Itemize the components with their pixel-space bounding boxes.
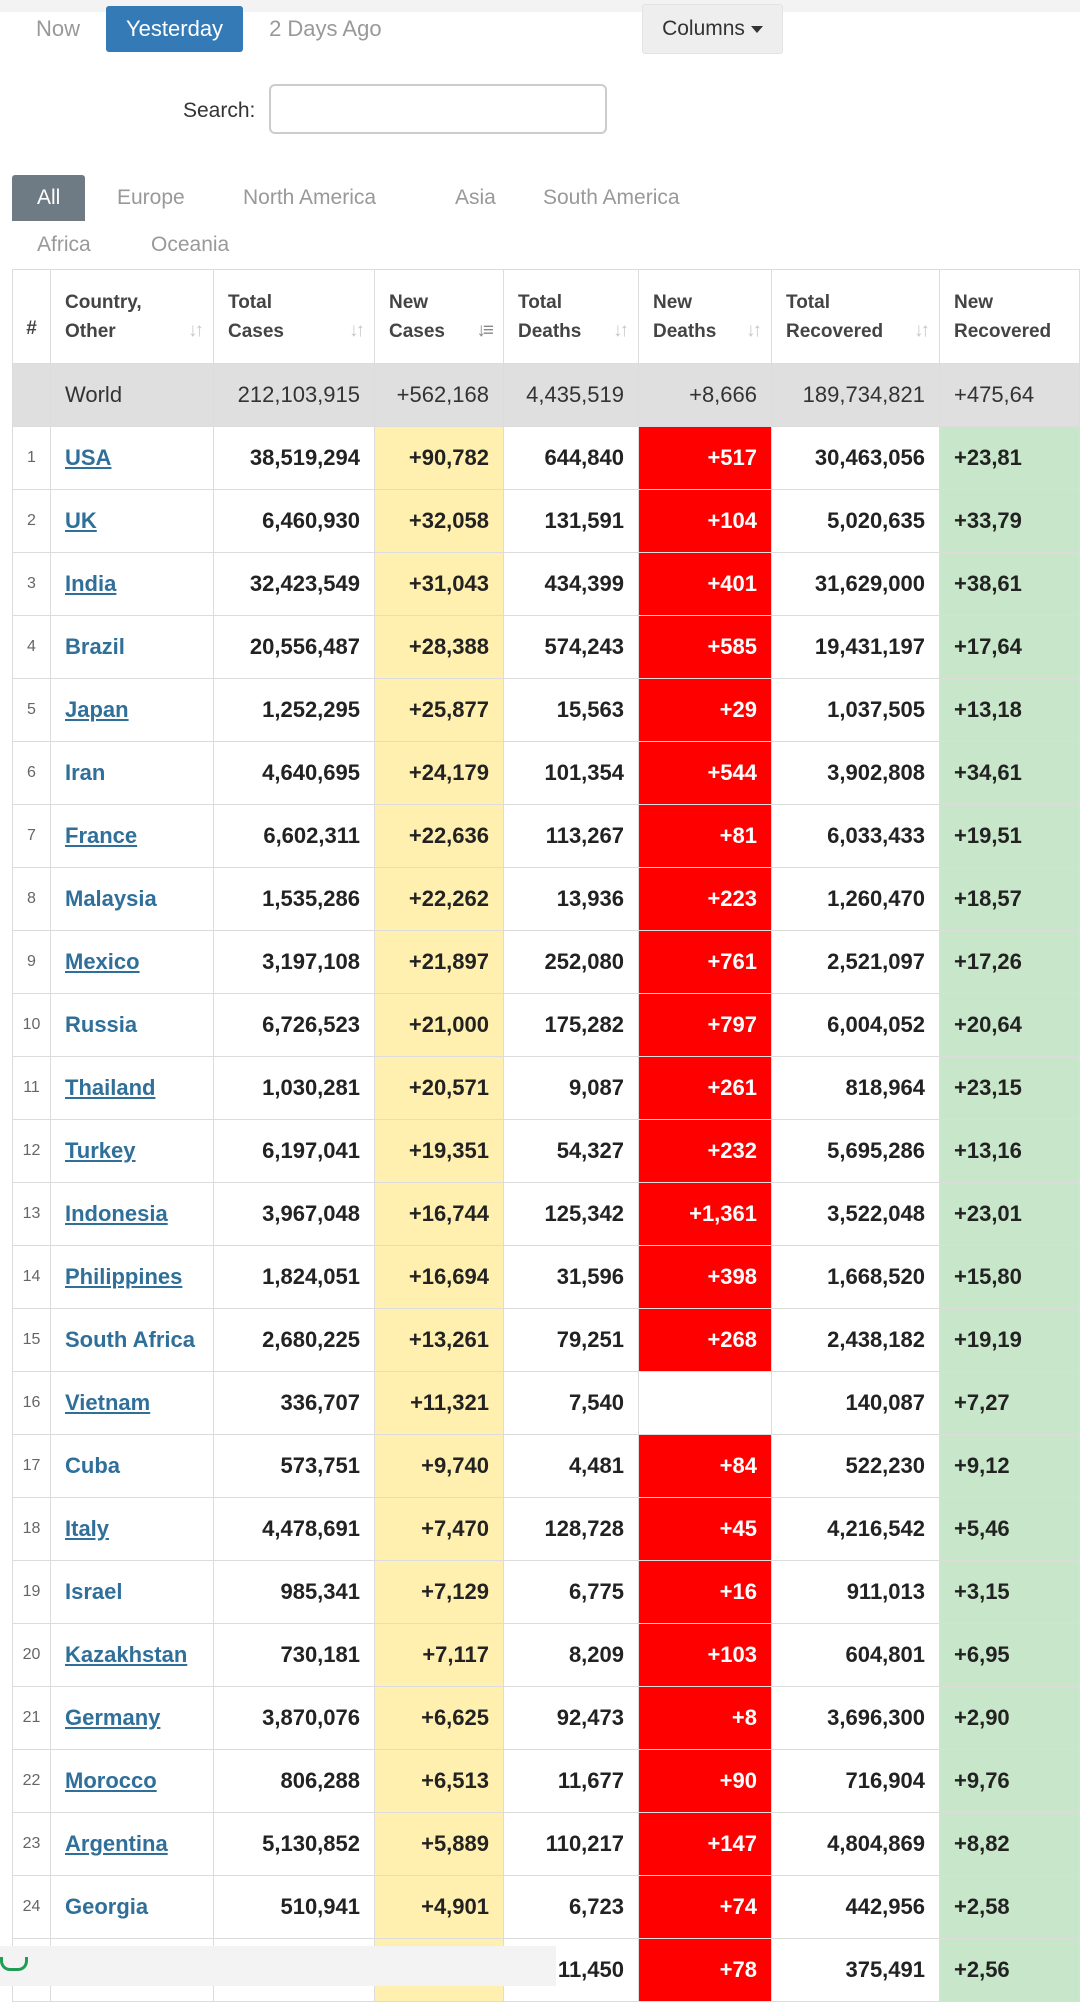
new-deaths-cell: +585 bbox=[639, 616, 772, 679]
new-recovered-cell: +5,46 bbox=[940, 1498, 1080, 1561]
table-row bbox=[13, 1183, 1080, 1246]
new-cases-cell: +16,694 bbox=[375, 1246, 504, 1309]
total-cases-cell: 4,640,695 bbox=[214, 742, 375, 805]
caret-down-icon bbox=[751, 26, 763, 33]
country-link[interactable]: France bbox=[51, 805, 214, 868]
table-row bbox=[13, 1435, 1080, 1498]
world-total-cases: 212,103,915 bbox=[214, 364, 375, 427]
header-new-cases[interactable] bbox=[375, 270, 504, 364]
new-deaths-cell bbox=[639, 1372, 772, 1435]
total-recovered-cell: 4,804,869 bbox=[772, 1813, 940, 1876]
total-recovered-cell: 5,020,635 bbox=[772, 490, 940, 553]
total-cases-cell: 1,252,295 bbox=[214, 679, 375, 742]
row-index: 4 bbox=[13, 616, 51, 679]
total-recovered-cell: 6,033,433 bbox=[772, 805, 940, 868]
total-cases-cell: 3,197,108 bbox=[214, 931, 375, 994]
new-cases-cell: +4,901 bbox=[375, 1876, 504, 1939]
new-cases-cell: +7,129 bbox=[375, 1561, 504, 1624]
row-index: 5 bbox=[13, 679, 51, 742]
country-link[interactable]: Philippines bbox=[51, 1246, 214, 1309]
header-total-deaths-line1: Total bbox=[518, 291, 562, 313]
table-row bbox=[13, 616, 1080, 679]
total-recovered-cell: 1,668,520 bbox=[772, 1246, 940, 1309]
day-tabs bbox=[16, 6, 402, 52]
table-row bbox=[13, 679, 1080, 742]
total-cases-cell: 336,707 bbox=[214, 1372, 375, 1435]
total-deaths-cell: 54,327 bbox=[504, 1120, 639, 1183]
new-deaths-cell: +147 bbox=[639, 1813, 772, 1876]
row-index: 7 bbox=[13, 805, 51, 868]
new-recovered-cell: +15,80 bbox=[940, 1246, 1080, 1309]
world-new-cases: +562,168 bbox=[375, 364, 504, 427]
table-row bbox=[13, 1687, 1080, 1750]
header-total-deaths[interactable] bbox=[504, 270, 639, 364]
row-index: 3 bbox=[13, 553, 51, 616]
total-cases-cell: 38,519,294 bbox=[214, 427, 375, 490]
header-new-cases-line2: Cases bbox=[389, 320, 445, 342]
total-cases-cell: 1,535,286 bbox=[214, 868, 375, 931]
total-cases-cell: 3,967,048 bbox=[214, 1183, 375, 1246]
total-cases-cell: 806,288 bbox=[214, 1750, 375, 1813]
total-deaths-cell: 92,473 bbox=[504, 1687, 639, 1750]
country-link[interactable]: Thailand bbox=[51, 1057, 214, 1120]
total-cases-cell: 1,030,281 bbox=[214, 1057, 375, 1120]
new-deaths-cell: +90 bbox=[639, 1750, 772, 1813]
total-recovered-cell: 716,904 bbox=[772, 1750, 940, 1813]
table-row bbox=[13, 1750, 1080, 1813]
world-total-recovered: 189,734,821 bbox=[772, 364, 940, 427]
new-cases-cell: +21,897 bbox=[375, 931, 504, 994]
total-recovered-cell: 3,902,808 bbox=[772, 742, 940, 805]
new-recovered-cell: +2,56 bbox=[940, 1939, 1080, 2002]
row-index: 18 bbox=[13, 1498, 51, 1561]
new-recovered-cell: +8,82 bbox=[940, 1813, 1080, 1876]
header-total-cases[interactable] bbox=[214, 270, 375, 364]
columns-button[interactable] bbox=[642, 4, 783, 54]
country-name: Cuba bbox=[51, 1435, 214, 1498]
total-deaths-cell: 110,217 bbox=[504, 1813, 639, 1876]
new-cases-cell: +6,513 bbox=[375, 1750, 504, 1813]
new-cases-cell: +28,388 bbox=[375, 616, 504, 679]
new-recovered-cell: +18,57 bbox=[940, 868, 1080, 931]
new-recovered-cell: +17,26 bbox=[940, 931, 1080, 994]
new-deaths-cell: +544 bbox=[639, 742, 772, 805]
table-row bbox=[13, 1120, 1080, 1183]
total-deaths-cell: 175,282 bbox=[504, 994, 639, 1057]
total-recovered-cell: 442,956 bbox=[772, 1876, 940, 1939]
new-deaths-cell: +223 bbox=[639, 868, 772, 931]
total-cases-cell: 4,478,691 bbox=[214, 1498, 375, 1561]
header-total-recovered-line2: Recovered bbox=[786, 320, 884, 342]
total-deaths-cell: 4,481 bbox=[504, 1435, 639, 1498]
total-recovered-cell: 1,260,470 bbox=[772, 868, 940, 931]
row-index: 21 bbox=[13, 1687, 51, 1750]
country-link[interactable]: Indonesia bbox=[51, 1183, 214, 1246]
row-index: 9 bbox=[13, 931, 51, 994]
table-row bbox=[13, 427, 1080, 490]
world-row bbox=[13, 364, 1080, 427]
total-recovered-cell: 4,216,542 bbox=[772, 1498, 940, 1561]
table-row bbox=[13, 868, 1080, 931]
row-index: 17 bbox=[13, 1435, 51, 1498]
header-new-cases-line1: New bbox=[389, 291, 429, 313]
total-cases-cell: 6,726,523 bbox=[214, 994, 375, 1057]
new-cases-cell: +7,470 bbox=[375, 1498, 504, 1561]
total-recovered-cell: 6,004,052 bbox=[772, 994, 940, 1057]
total-deaths-cell: 101,354 bbox=[504, 742, 639, 805]
country-link[interactable]: Argentina bbox=[51, 1813, 214, 1876]
total-recovered-cell: 911,013 bbox=[772, 1561, 940, 1624]
total-recovered-cell: 19,431,197 bbox=[772, 616, 940, 679]
row-index: 8 bbox=[13, 868, 51, 931]
new-deaths-cell: +268 bbox=[639, 1309, 772, 1372]
new-deaths-cell: +104 bbox=[639, 490, 772, 553]
new-recovered-cell: +7,27 bbox=[940, 1372, 1080, 1435]
total-recovered-cell: 604,801 bbox=[772, 1624, 940, 1687]
total-cases-cell: 5,130,852 bbox=[214, 1813, 375, 1876]
tab-oceania[interactable]: Oceania bbox=[151, 233, 230, 256]
row-index: 24 bbox=[13, 1876, 51, 1939]
new-recovered-cell: +23,81 bbox=[940, 427, 1080, 490]
total-deaths-cell: 8,209 bbox=[504, 1624, 639, 1687]
row-index: 12 bbox=[13, 1120, 51, 1183]
world-index bbox=[13, 364, 51, 427]
new-deaths-cell: +84 bbox=[639, 1435, 772, 1498]
new-deaths-cell: +81 bbox=[639, 805, 772, 868]
total-cases-cell: 573,751 bbox=[214, 1435, 375, 1498]
row-index: 22 bbox=[13, 1750, 51, 1813]
new-recovered-cell: +13,16 bbox=[940, 1120, 1080, 1183]
new-deaths-cell: +232 bbox=[639, 1120, 772, 1183]
new-deaths-cell: +74 bbox=[639, 1876, 772, 1939]
new-cases-cell: +7,117 bbox=[375, 1624, 504, 1687]
row-index: 15 bbox=[13, 1309, 51, 1372]
total-cases-cell: 6,602,311 bbox=[214, 805, 375, 868]
sort-icon: ↓↑ bbox=[746, 320, 759, 341]
new-cases-cell: +31,043 bbox=[375, 553, 504, 616]
table-row bbox=[13, 1246, 1080, 1309]
new-deaths-cell: +103 bbox=[639, 1624, 772, 1687]
total-cases-cell: 6,460,930 bbox=[214, 490, 375, 553]
tab-south-america[interactable]: South America bbox=[543, 186, 680, 209]
total-deaths-cell: 11,450 bbox=[504, 1939, 639, 2002]
new-cases-cell: +5,889 bbox=[375, 1813, 504, 1876]
row-index: 13 bbox=[13, 1183, 51, 1246]
total-deaths-cell: 7,540 bbox=[504, 1372, 639, 1435]
table-row bbox=[13, 1876, 1080, 1939]
sort-icon: ↓↑ bbox=[914, 320, 927, 341]
row-index: 23 bbox=[13, 1813, 51, 1876]
new-recovered-cell: +13,18 bbox=[940, 679, 1080, 742]
new-recovered-cell: +6,95 bbox=[940, 1624, 1080, 1687]
new-cases-cell: +9,740 bbox=[375, 1435, 504, 1498]
total-deaths-cell: 9,087 bbox=[504, 1057, 639, 1120]
new-cases-cell: +25,877 bbox=[375, 679, 504, 742]
country-name: Israel bbox=[51, 1561, 214, 1624]
table-row bbox=[13, 553, 1080, 616]
search-label: Search: bbox=[183, 99, 256, 122]
total-cases-cell: 730,181 bbox=[214, 1624, 375, 1687]
total-recovered-cell: 3,696,300 bbox=[772, 1687, 940, 1750]
total-deaths-cell: 125,342 bbox=[504, 1183, 639, 1246]
total-cases-cell: 3,870,076 bbox=[214, 1687, 375, 1750]
header-total-cases-line2: Cases bbox=[228, 320, 284, 342]
new-deaths-cell: +16 bbox=[639, 1561, 772, 1624]
country-link[interactable]: Turkey bbox=[51, 1120, 214, 1183]
new-recovered-cell: +9,76 bbox=[940, 1750, 1080, 1813]
country-name: Georgia bbox=[51, 1876, 214, 1939]
new-deaths-cell: +797 bbox=[639, 994, 772, 1057]
row-index: 11 bbox=[13, 1057, 51, 1120]
country-link[interactable]: Morocco bbox=[51, 1750, 214, 1813]
new-deaths-cell: +1,361 bbox=[639, 1183, 772, 1246]
header-country-line2: Other bbox=[65, 320, 116, 342]
sort-desc-icon: ↓≡ bbox=[476, 320, 491, 341]
new-cases-cell: +22,262 bbox=[375, 868, 504, 931]
header-total-deaths-line2: Deaths bbox=[518, 320, 582, 342]
new-cases-cell: +32,058 bbox=[375, 490, 504, 553]
new-deaths-cell: +401 bbox=[639, 553, 772, 616]
total-cases-cell: 6,197,041 bbox=[214, 1120, 375, 1183]
new-recovered-cell: +9,12 bbox=[940, 1435, 1080, 1498]
row-index: 1 bbox=[13, 427, 51, 490]
total-recovered-cell: 2,521,097 bbox=[772, 931, 940, 994]
total-deaths-cell: 15,563 bbox=[504, 679, 639, 742]
total-deaths-cell: 252,080 bbox=[504, 931, 639, 994]
tab-north-america[interactable]: North America bbox=[243, 186, 377, 209]
bottom-toolbar bbox=[0, 1946, 556, 1986]
new-recovered-cell: +19,51 bbox=[940, 805, 1080, 868]
row-index: 6 bbox=[13, 742, 51, 805]
new-cases-cell: +19,351 bbox=[375, 1120, 504, 1183]
row-index: 2 bbox=[13, 490, 51, 553]
new-cases-cell: +6,625 bbox=[375, 1687, 504, 1750]
header-total-recovered[interactable] bbox=[772, 270, 940, 364]
total-recovered-cell: 1,037,505 bbox=[772, 679, 940, 742]
tab-africa[interactable]: Africa bbox=[37, 233, 91, 256]
total-cases-cell: 2,680,225 bbox=[214, 1309, 375, 1372]
new-cases-cell: +90,782 bbox=[375, 427, 504, 490]
total-deaths-cell: 31,596 bbox=[504, 1246, 639, 1309]
header-new-recovered-line1: New bbox=[954, 291, 994, 313]
table-row bbox=[13, 742, 1080, 805]
header-new-deaths[interactable] bbox=[639, 270, 772, 364]
sort-icon: ↓↑ bbox=[613, 320, 626, 341]
total-deaths-cell: 6,723 bbox=[504, 1876, 639, 1939]
total-recovered-cell: 375,491 bbox=[772, 1939, 940, 2002]
country-link[interactable]: Mexico bbox=[51, 931, 214, 994]
tab-now[interactable]: Now bbox=[36, 16, 81, 41]
total-deaths-cell: 6,775 bbox=[504, 1561, 639, 1624]
new-recovered-cell: +38,61 bbox=[940, 553, 1080, 616]
row-index: 14 bbox=[13, 1246, 51, 1309]
country-link[interactable]: UK bbox=[51, 490, 214, 553]
header-new-deaths-line1: New bbox=[653, 291, 693, 313]
new-recovered-cell: +17,64 bbox=[940, 616, 1080, 679]
table-row bbox=[13, 931, 1080, 994]
tab-all[interactable]: All bbox=[12, 175, 85, 221]
table-row bbox=[13, 1057, 1080, 1120]
total-deaths-cell: 644,840 bbox=[504, 427, 639, 490]
country-link[interactable]: Kazakhstan bbox=[51, 1624, 214, 1687]
header-new-deaths-line2: Deaths bbox=[653, 320, 717, 342]
new-cases-cell: +21,000 bbox=[375, 994, 504, 1057]
country-name: South Africa bbox=[51, 1309, 214, 1372]
total-recovered-cell: 522,230 bbox=[772, 1435, 940, 1498]
new-deaths-cell: +8 bbox=[639, 1687, 772, 1750]
new-deaths-cell: +517 bbox=[639, 427, 772, 490]
world-new-deaths: +8,666 bbox=[639, 364, 772, 427]
new-recovered-cell: +23,15 bbox=[940, 1057, 1080, 1120]
app-logo-icon bbox=[0, 1957, 28, 1971]
new-recovered-cell: +23,01 bbox=[940, 1183, 1080, 1246]
new-deaths-cell: +45 bbox=[639, 1498, 772, 1561]
total-cases-cell: 32,423,549 bbox=[214, 553, 375, 616]
columns-label: Columns bbox=[662, 17, 745, 40]
country-link[interactable]: Japan bbox=[51, 679, 214, 742]
new-recovered-cell: +19,19 bbox=[940, 1309, 1080, 1372]
new-recovered-cell: +34,61 bbox=[940, 742, 1080, 805]
country-link[interactable]: India bbox=[51, 553, 214, 616]
new-cases-cell: +11,321 bbox=[375, 1372, 504, 1435]
new-recovered-cell: +20,64 bbox=[940, 994, 1080, 1057]
total-cases-cell: 985,341 bbox=[214, 1561, 375, 1624]
country-link[interactable]: Italy bbox=[51, 1498, 214, 1561]
table-row bbox=[13, 994, 1080, 1057]
country-link[interactable]: Germany bbox=[51, 1687, 214, 1750]
header-country[interactable] bbox=[51, 270, 214, 364]
header-new-recovered-line2: Recovered bbox=[954, 320, 1052, 342]
new-cases-cell: +22,636 bbox=[375, 805, 504, 868]
search-input[interactable] bbox=[269, 84, 607, 134]
total-deaths-cell: 11,677 bbox=[504, 1750, 639, 1813]
total-recovered-cell: 3,522,048 bbox=[772, 1183, 940, 1246]
new-recovered-cell: +3,15 bbox=[940, 1561, 1080, 1624]
total-recovered-cell: 30,463,056 bbox=[772, 427, 940, 490]
world-new-recovered: +475,64 bbox=[940, 364, 1080, 427]
table-row bbox=[13, 1624, 1080, 1687]
sort-icon: ↓↑ bbox=[349, 320, 362, 341]
header-index: # bbox=[13, 270, 51, 364]
new-cases-cell: +13,261 bbox=[375, 1309, 504, 1372]
total-cases-cell: 1,824,051 bbox=[214, 1246, 375, 1309]
total-cases-cell: 20,556,487 bbox=[214, 616, 375, 679]
table-row bbox=[13, 1561, 1080, 1624]
country-name: Malaysia bbox=[51, 868, 214, 931]
table-row bbox=[13, 1309, 1080, 1372]
country-name: Iran bbox=[51, 742, 214, 805]
total-recovered-cell: 5,695,286 bbox=[772, 1120, 940, 1183]
total-recovered-cell: 140,087 bbox=[772, 1372, 940, 1435]
tab-2-days-ago[interactable]: 2 Days Ago bbox=[269, 16, 382, 41]
covid-table bbox=[12, 269, 1080, 2002]
tab-asia[interactable]: Asia bbox=[455, 186, 496, 209]
table-row bbox=[13, 1813, 1080, 1876]
header-total-recovered-line1: Total bbox=[786, 291, 830, 313]
tab-yesterday[interactable]: Yesterday bbox=[106, 6, 243, 52]
table-row bbox=[13, 1498, 1080, 1561]
total-deaths-cell: 434,399 bbox=[504, 553, 639, 616]
header-country-line1: Country, bbox=[65, 291, 142, 313]
new-cases-cell: +24,179 bbox=[375, 742, 504, 805]
table-row bbox=[13, 490, 1080, 553]
country-name: Brazil bbox=[51, 616, 214, 679]
new-deaths-cell: +398 bbox=[639, 1246, 772, 1309]
total-deaths-cell: 131,591 bbox=[504, 490, 639, 553]
row-index: 16 bbox=[13, 1372, 51, 1435]
table-row bbox=[13, 1372, 1080, 1435]
total-deaths-cell: 128,728 bbox=[504, 1498, 639, 1561]
table-row bbox=[13, 805, 1080, 868]
country-name: Russia bbox=[51, 994, 214, 1057]
new-deaths-cell: +261 bbox=[639, 1057, 772, 1120]
table-header-row bbox=[13, 270, 1080, 364]
tab-europe[interactable]: Europe bbox=[117, 186, 185, 209]
total-deaths-cell: 113,267 bbox=[504, 805, 639, 868]
total-deaths-cell: 13,936 bbox=[504, 868, 639, 931]
total-deaths-cell: 574,243 bbox=[504, 616, 639, 679]
new-cases-cell: +20,571 bbox=[375, 1057, 504, 1120]
total-cases-cell: 510,941 bbox=[214, 1876, 375, 1939]
new-recovered-cell: +2,90 bbox=[940, 1687, 1080, 1750]
total-deaths-cell: 79,251 bbox=[504, 1309, 639, 1372]
new-deaths-cell: +29 bbox=[639, 679, 772, 742]
row-index: 10 bbox=[13, 994, 51, 1057]
new-recovered-cell: +33,79 bbox=[940, 490, 1080, 553]
sort-icon: ↓↑ bbox=[188, 320, 201, 341]
header-total-cases-line1: Total bbox=[228, 291, 272, 313]
row-index: 20 bbox=[13, 1624, 51, 1687]
row-index: 19 bbox=[13, 1561, 51, 1624]
new-cases-cell: +16,744 bbox=[375, 1183, 504, 1246]
country-link[interactable]: USA bbox=[51, 427, 214, 490]
new-deaths-cell: +78 bbox=[639, 1939, 772, 2002]
total-recovered-cell: 818,964 bbox=[772, 1057, 940, 1120]
new-recovered-cell: +2,58 bbox=[940, 1876, 1080, 1939]
new-deaths-cell: +761 bbox=[639, 931, 772, 994]
country-link[interactable]: Vietnam bbox=[51, 1372, 214, 1435]
total-recovered-cell: 31,629,000 bbox=[772, 553, 940, 616]
world-total-deaths: 4,435,519 bbox=[504, 364, 639, 427]
world-label: World bbox=[51, 364, 214, 427]
header-new-recovered[interactable] bbox=[940, 270, 1080, 364]
total-recovered-cell: 2,438,182 bbox=[772, 1309, 940, 1372]
